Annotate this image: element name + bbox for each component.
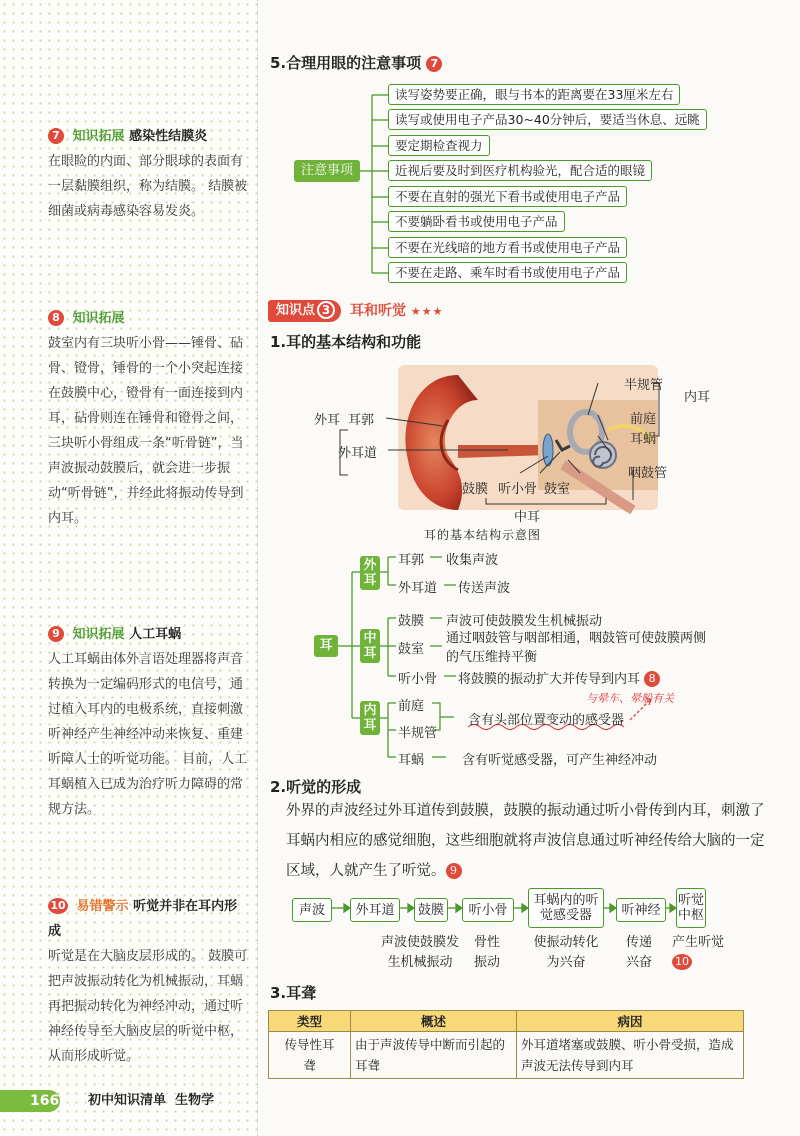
tree-vestibule: 前庭 [398, 699, 425, 714]
flow-ear-canal: 外耳道 [350, 898, 400, 922]
label-inner-ear: 内耳 [684, 390, 711, 405]
eye-item-2: 读写或使用电子产品30~40分钟后，要适当休息、远眺 [388, 109, 707, 130]
note-9-header [48, 622, 248, 647]
note-9-tag: 知识拓展 [72, 627, 125, 642]
note-9-title: 人工耳蜗 [129, 627, 182, 642]
tree-ear-canal-func: 传送声波 [458, 581, 511, 596]
flow-note-center-text: 产生听觉 [672, 935, 725, 950]
footer-book: 初中知识清单 [88, 1093, 167, 1108]
flow-auditory-nerve: 听神经 [616, 898, 666, 922]
label-vestibule: 前庭 [630, 412, 657, 427]
eye-item-3: 要定期检查视力 [388, 135, 490, 156]
note-7-tag: 知识拓展 [72, 129, 125, 144]
table-row [269, 1032, 744, 1079]
note-7-title: 感染性结膜炎 [129, 129, 208, 144]
eye-item-5: 不要在直射的强光下看书或使用电子产品 [388, 186, 627, 207]
tree-eardrum-func: 声波可使鼓膜发生机械振动 [446, 614, 603, 629]
note-9-number: 9 [48, 626, 64, 642]
eye-tree-root: 注意事项 [294, 160, 360, 182]
page-number: 166 [30, 1093, 60, 1109]
flow-ossicles: 听小骨 [462, 898, 514, 922]
flow-note-center-ref: 10 [672, 954, 692, 970]
tree-cochlea: 耳蜗 [398, 753, 425, 768]
tree-ossicles-ref: 8 [644, 671, 660, 687]
tree-eardrum: 鼓膜 [398, 614, 425, 629]
label-eardrum: 鼓膜 [462, 482, 489, 497]
deafness-table [268, 1010, 744, 1079]
knowledge-point-label: 知识点 [276, 303, 316, 318]
footer-subject: 生物学 [175, 1093, 215, 1108]
flow-note-ossicles: 骨性振动 [473, 935, 500, 970]
eye-care-ref: 7 [426, 56, 442, 72]
header-cause: 病因 [517, 1011, 744, 1032]
label-middle-ear: 中耳 [514, 510, 541, 525]
note-7-body: 在眼睑的内面、部分眼球的表面有一层黏膜组织，称为结膜。 结膜被细菌或病毒感染容易发炎。 [48, 154, 248, 219]
row-type: 传导性耳聋 [269, 1032, 351, 1079]
tree-auricle-func: 收集声波 [446, 553, 499, 568]
tree-ossicles-func [458, 668, 660, 687]
ear-diagram-caption: 耳的基本结构示意图 [424, 528, 542, 542]
ear-structure-title: 1.耳的基本结构和功能 [270, 333, 422, 351]
knowledge-point-number: 3 [317, 301, 335, 319]
hearing-paragraph [286, 796, 766, 886]
difficulty-stars: ★★★ [410, 305, 444, 318]
tree-tympanic-func: 通过咽鼓管与咽部相通，咽鼓管可使鼓膜两侧的气压维持平衡 [446, 631, 707, 665]
knowledge-point-title [350, 300, 443, 323]
flow-auditory-center: 听觉中枢 [676, 888, 706, 928]
note-9 [48, 622, 248, 822]
flow-sound-wave: 声波 [292, 898, 332, 922]
tree-auricle: 耳郭 [398, 553, 425, 568]
note-8-number: 8 [48, 310, 64, 326]
note-10-tag: 易错警示 [76, 899, 129, 914]
ear-tree-inner: 内耳 [360, 701, 380, 735]
tree-cochlea-func: 含有听觉感受器，可产生神经冲动 [462, 753, 658, 768]
tree-ossicles: 听小骨 [398, 672, 438, 687]
footer-book-title [88, 1090, 214, 1112]
hearing-ref: 9 [446, 863, 462, 879]
eye-item-8: 不要在走路、乘车时看书或使用电子产品 [388, 262, 627, 283]
flow-cochlea-receptor: 耳蜗内的听觉感受器 [528, 888, 604, 928]
label-eustachian: 咽鼓管 [628, 466, 668, 481]
tree-ossicles-func-text: 将鼓膜的振动扩大并传导到内耳 [458, 672, 641, 687]
ear-tree-root: 耳 [314, 635, 338, 657]
eye-item-6: 不要躺卧看书或使用电子产品 [388, 211, 565, 232]
flow-note-center [672, 933, 724, 973]
knowledge-point-badge [268, 300, 341, 322]
sidebar [0, 0, 258, 1136]
eye-item-7: 不要在光线暗的地方看书或使用电子产品 [388, 237, 627, 258]
label-cochlea: 耳蜗 [630, 432, 657, 447]
flow-note-eardrum: 声波使鼓膜发生机械振动 [380, 935, 459, 970]
knowledge-point-title-text: 耳和听觉 [350, 303, 406, 319]
note-7 [48, 124, 248, 224]
ear-tree-outer: 外耳 [360, 556, 380, 590]
note-8-header [48, 306, 248, 331]
label-tympanic: 鼓室 [544, 482, 571, 497]
label-semicircular: 半规管 [624, 378, 664, 393]
header-type: 类型 [269, 1011, 351, 1032]
main-content [268, 0, 798, 1136]
flow-note-cochlea: 使振动转化为兴奋 [533, 935, 599, 970]
note-8 [48, 306, 248, 531]
eye-care-title-text: 5.合理用眼的注意事项 [270, 54, 422, 72]
eye-item-4: 近视后要及时到医疗机构验光，配合适的眼镜 [388, 160, 652, 181]
flow-note-nerve: 传递兴奋 [625, 935, 652, 970]
label-ear-canal: 外耳道 [338, 446, 378, 461]
deafness-table-header [269, 1011, 744, 1032]
note-10-header [48, 894, 248, 944]
hearing-title: 2.听觉的形成 [270, 778, 362, 796]
label-auricle: 耳郭 [348, 413, 375, 428]
tree-semicircular: 半规管 [398, 726, 438, 741]
note-9-body: 人工耳蜗由体外言语处理器将声音转换为一定编码形式的电信号，通过植入耳内的电极系统，直接刺激听神经产生神经冲动来恢复、重建听障人士的听觉功能。 目前，人工耳蜗植入已成为治疗听力障碍的常规方法。 [48, 652, 248, 817]
tree-tympanic: 鼓室 [398, 642, 425, 657]
tree-balance-func: 含有头部位置变动的感受器 [468, 713, 625, 728]
note-10-body: 听觉是在大脑皮层形成的。 鼓膜可把声波振动转化为机械振动，耳蜗再把振动转化为神经冲动，通过听神经传导至大脑皮层的听觉中枢，从而形成听觉。 [48, 949, 248, 1064]
note-7-header [48, 124, 248, 149]
note-10-number: 10 [48, 898, 68, 914]
note-7-number: 7 [48, 128, 64, 144]
label-ossicles: 听小骨 [498, 482, 538, 497]
handwritten-note: 与晕车、晕船有关 [586, 692, 674, 705]
label-outer-ear: 外耳 [314, 413, 341, 428]
ear-tree-middle: 中耳 [360, 629, 380, 663]
note-10-title: 听觉并非在耳内形成 [48, 899, 238, 939]
note-8-tag: 知识拓展 [72, 311, 125, 326]
flow-eardrum: 鼓膜 [414, 898, 448, 922]
header-summary: 概述 [351, 1011, 517, 1032]
eye-item-1: 读写姿势要正确，眼与书本的距离要在33厘米左右 [388, 84, 680, 105]
deafness-title: 3.耳聋 [270, 984, 317, 1002]
row-cause: 外耳道堵塞或鼓膜、听小骨受损，造成声波无法传导到内耳 [517, 1032, 744, 1079]
tree-ear-canal: 外耳道 [398, 581, 438, 596]
row-summary: 由于声波传导中断而引起的耳聋 [351, 1032, 517, 1079]
note-8-body: 鼓室内有三块听小骨——锤骨、砧骨、镫骨，锤骨的一个小突起连接在鼓膜中心，镫骨有一面连接到内耳，砧骨则连在锤骨和镫骨之间，三块听小骨组成一条“听骨链”，当声波振动鼓膜后，就会进一步振动“听骨链”，并经此将振动传导到内耳。 [48, 336, 244, 526]
note-10 [48, 894, 248, 1069]
hearing-text: 外界的声波经过外耳道传到鼓膜，鼓膜的振动通过听小骨传到内耳，刺激了耳蜗内相应的感觉细胞，这些细胞就将声波信息通过听神经传给大脑的一定区域，人就产生了听觉。 [286, 803, 765, 879]
